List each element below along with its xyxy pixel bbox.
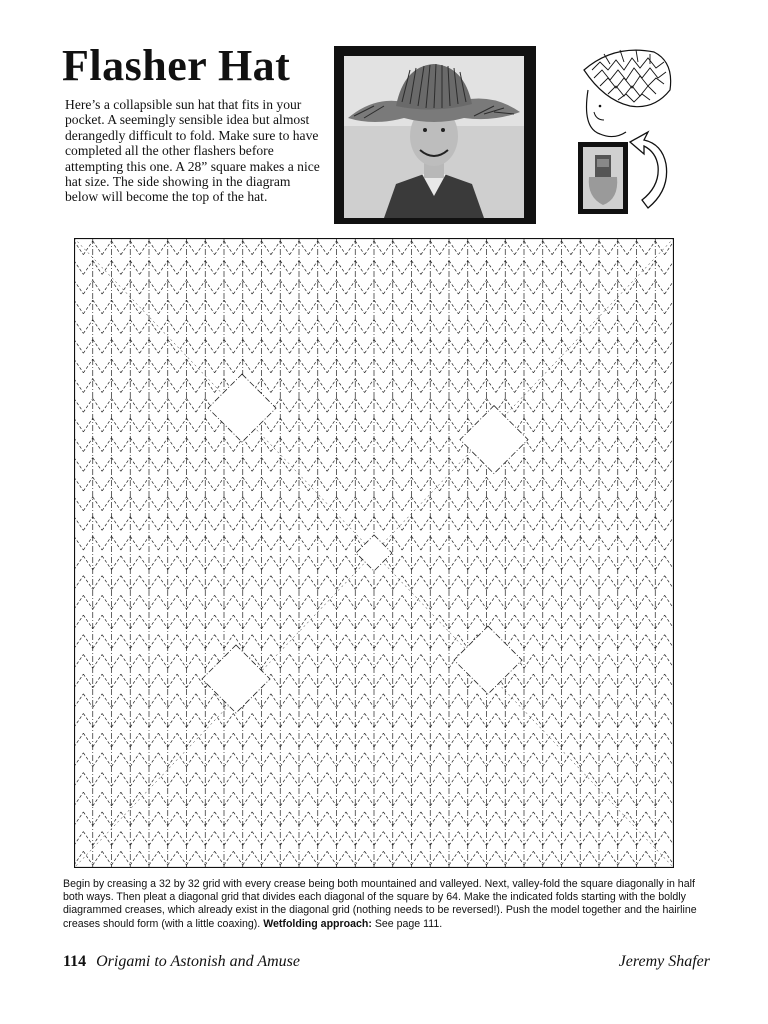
hand-photo-illustration [583,147,623,209]
hand-holding-folded-model-photo [578,142,628,214]
instructions-caption [63,878,709,931]
author-name: Jeremy Shafer [618,953,710,970]
crease-pattern-diagram [74,238,674,868]
photo-of-person-wearing-hat [334,46,536,224]
hat-photo-illustration [344,56,524,218]
caption-text: Begin by creasing a 32 by 32 grid with every crease being both mountained and valleyed. Next, valley-fold the square diagonally in half both ways. Then pleat a diagonal grid that divides each diagonal of the square by 64. Make the indicated folds starting with the boldly diagrammed creases, which already exist in the diagonal grid (nothing needs to be reversed!). Push the model together and the hairline creases should form (with a little coaxing). [63,878,697,930]
page-title: Flasher Hat [62,41,291,90]
book-title: Origami to Astonish and Amuse [96,953,300,970]
caption-bold-label: Wetfolding approach: [263,917,372,930]
page-number: 114 [63,953,87,970]
caption-reference: See page 111. [374,917,443,930]
curved-arrow-icon [630,132,667,208]
intro-paragraph: Here’s a collapsible sun hat that fits in your pocket. A seemingly sensible idea but almost derangedly difficult to fold. Make sure to have completed all the other flashers before attempting this one. A 28” square makes a nice hat size. The side showing in the diagram below will become the top of the hat. [65,97,320,205]
footer-left [63,953,300,971]
